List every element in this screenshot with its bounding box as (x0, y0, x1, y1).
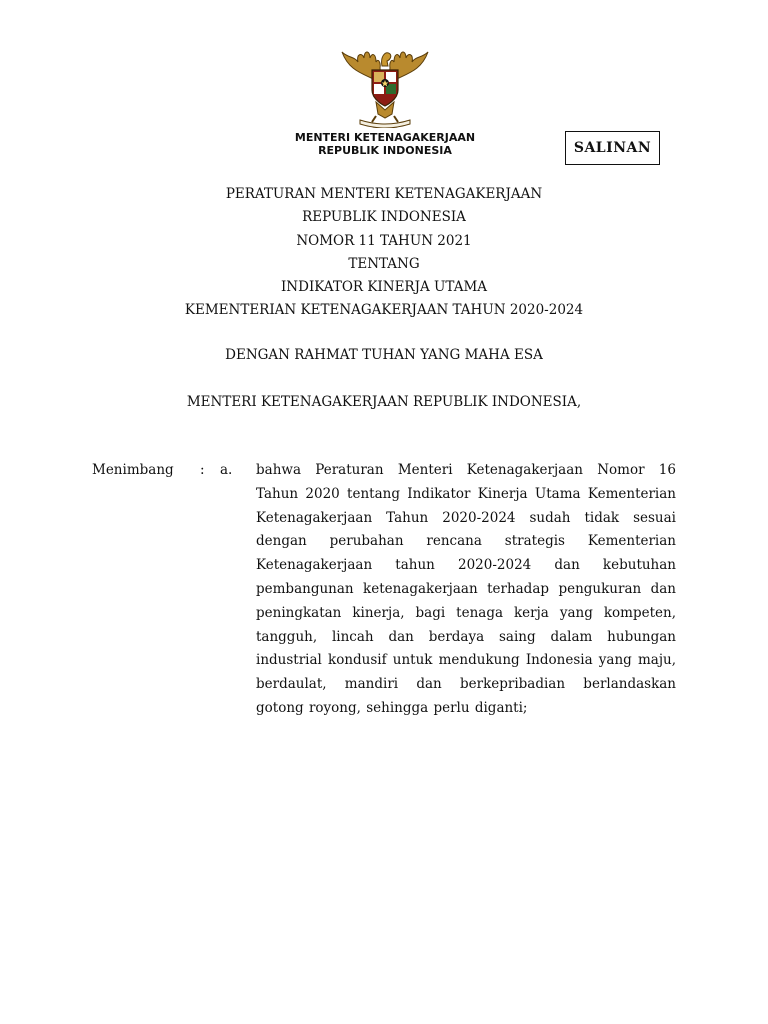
copy-stamp: SALINAN (565, 131, 660, 165)
title-line-4: TENTANG (348, 255, 420, 272)
title-line-5: INDIKATOR KINERJA UTAMA (280, 279, 488, 296)
title-line-1: PERATURAN MENTERI KETENAGAKERJAAN (225, 186, 543, 202)
considering-item-text: bahwa Peraturan Menteri Ketenagakerjaan Nomor 16 Tahun 2020 tentang Indikator Kinerja Utama Kementerian Ketenagakerjaan Tahun 2020-2024 sudah tidak sesuai dengan perubahan rencana strategis Kementerian Ketenagakerjaan tahun 2020-2024 dan kebutuhan pembangunan ketenagakerjaan terhadap pengukuran dan peningkatan kinerja, bagi tenaga kerja yang kompeten, tangguh, lincah dan berdaya saing dalam hubungan industrial kondusif untuk mendukung Indonesia yang maju, berdaulat, mandiri dan berkepribadian berlandaskan gotong royong, sehingga perlu diganti; (256, 462, 676, 716)
ministry-heading (270, 131, 500, 157)
title-line-2: REPUBLIK INDONESIA (302, 209, 466, 226)
title-line-3: NOMOR 11 TAHUN 2021 (296, 232, 472, 249)
issuer-text: MENTERI KETENAGAKERJAAN REPUBLIK INDONESIA, (186, 394, 582, 410)
considering-item-letter: a. (220, 462, 233, 478)
garuda-emblem-icon (338, 44, 432, 128)
regulation-title (90, 183, 678, 323)
considering-label: Menimbang (92, 462, 174, 478)
considering-colon: : (200, 462, 205, 478)
title-line-6: KEMENTERIAN KETENAGAKERJAAN TAHUN 2020-2024 (184, 302, 584, 319)
ministry-line-1: MENTERI KETENAGAKERJAAN (294, 131, 476, 144)
ministry-line-2: REPUBLIK INDONESIA (318, 144, 452, 157)
invocation-text: DENGAN RAHMAT TUHAN YANG MAHA ESA (225, 347, 543, 363)
